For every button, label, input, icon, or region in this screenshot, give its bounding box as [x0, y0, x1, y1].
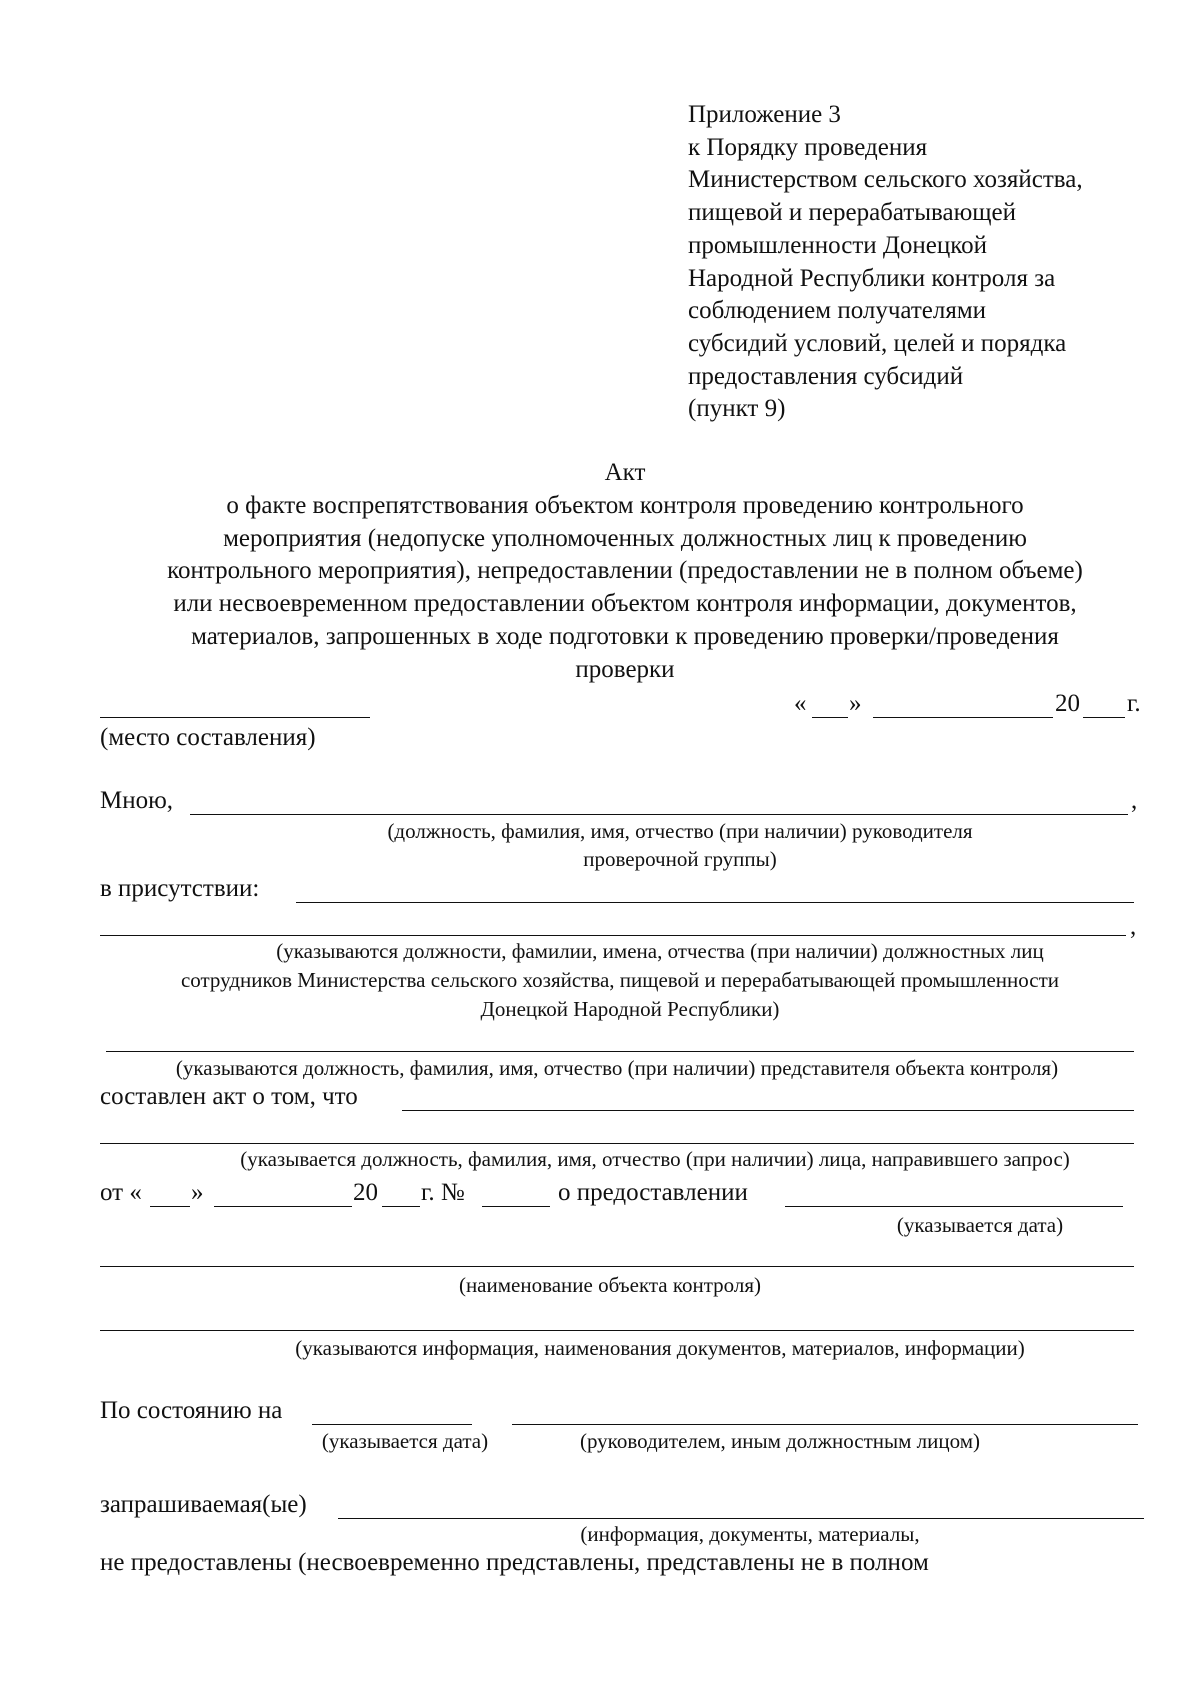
head-field[interactable]: [512, 1424, 1138, 1425]
representative-caption: (указываются должность, фамилия, имя, отчество (при наличии) представителя объекта контроля): [175, 1056, 1059, 1080]
appendix-line: соблюдением получателями: [688, 297, 987, 325]
from-year: 20: [353, 1179, 378, 1206]
appendix-line: предоставления субсидий: [688, 362, 964, 390]
act-drawn-label: составлен акт о том, что: [100, 1083, 358, 1110]
by-me-caption: проверочной группы): [583, 847, 777, 871]
representative-field[interactable]: [106, 1051, 1134, 1052]
from-number-field[interactable]: [482, 1206, 550, 1207]
appendix-line: Приложение 3: [688, 101, 841, 128]
from-close-quote: »: [191, 1179, 204, 1206]
by-me-comma: ,: [1131, 787, 1138, 814]
document-title: Акт: [604, 459, 646, 486]
presence-comma: ,: [1130, 913, 1137, 940]
date-open-quote: «: [794, 690, 807, 717]
appendix-line: промышленности Донецкой: [688, 231, 988, 259]
requested-label: запрашиваемая(ые): [100, 1491, 307, 1518]
object-name-caption: (наименование объекта контроля): [458, 1273, 762, 1297]
date-day-field[interactable]: [812, 717, 848, 718]
provision-field[interactable]: [785, 1206, 1123, 1207]
as-of-date-caption: (указывается дата): [321, 1429, 489, 1453]
from-year-field[interactable]: [382, 1206, 420, 1207]
subtitle-line: проверки: [575, 655, 675, 683]
object-name-field[interactable]: [100, 1266, 1134, 1267]
date-year-prefix: 20: [1055, 690, 1080, 717]
requester-caption: (указывается должность, фамилия, имя, отчество (при наличии) лица, направившего запрос): [240, 1147, 1070, 1171]
act-drawn-field-2[interactable]: [100, 1143, 1134, 1144]
date-close-quote: »: [849, 690, 862, 717]
appendix-line: пищевой и перерабатывающей: [688, 199, 1017, 227]
appendix-line: (пункт 9): [688, 395, 786, 423]
act-drawn-field[interactable]: [402, 1110, 1134, 1111]
date-year-suffix: г.: [1127, 690, 1141, 717]
requested-caption: (информация, документы, материалы,: [580, 1522, 920, 1546]
as-of-label: По состоянию на: [100, 1397, 283, 1424]
appendix-block: [688, 99, 1168, 426]
presence-field-2[interactable]: [100, 935, 1126, 936]
by-me-label: Мною,: [100, 787, 174, 814]
date-year-field[interactable]: [1083, 717, 1125, 718]
from-month-field[interactable]: [214, 1206, 352, 1207]
from-year-suffix: г. №: [421, 1179, 465, 1206]
from-label: от «: [100, 1179, 142, 1206]
appendix-line: Народной Республики контроля за: [688, 264, 1056, 292]
place-caption: (место составления): [100, 724, 316, 751]
info-caption: (указываются информация, наименования документов, материалов, информации): [295, 1336, 1025, 1360]
from-day-field[interactable]: [150, 1206, 190, 1207]
requested-field[interactable]: [338, 1518, 1144, 1519]
appendix-line: Министерством сельского хозяйства,: [688, 166, 1083, 194]
not-provided-text: не предоставлены (несвоевременно представлены, представлены не в полном: [100, 1549, 929, 1576]
document-subtitle: [100, 490, 1150, 686]
place-field[interactable]: [100, 717, 370, 718]
subtitle-line: или несвоевременном предоставлении объектом контроля информации, документов,: [173, 590, 1077, 618]
appendix-line: к Порядку проведения: [688, 133, 928, 161]
about-provision: о предоставлении: [558, 1179, 748, 1206]
subtitle-line: материалов, запрошенных в ходе подготовки к проведению проверки/проведения: [191, 622, 1059, 650]
subtitle-line: о факте воспрепятствования объектом контроля проведению контрольного: [226, 492, 1024, 519]
by-me-field[interactable]: [190, 814, 1128, 815]
date-month-field[interactable]: [873, 717, 1053, 718]
by-me-caption: (должность, фамилия, имя, отчество (при наличии) руководителя: [387, 819, 973, 843]
presence-field[interactable]: [296, 902, 1134, 903]
officials-caption: сотрудников Министерства сельского хозяйства, пищевой и перерабатывающей промышленности: [180, 968, 1060, 992]
as-of-date-field[interactable]: [312, 1424, 472, 1425]
officials-caption: (указываются должности, фамилии, имена, отчества (при наличии) должностных лиц: [276, 939, 1044, 963]
presence-label: в присутствии:: [100, 875, 260, 902]
officials-caption: Донецкой Народной Республики): [480, 997, 780, 1021]
head-caption: (руководителем, иным должностным лицом): [579, 1429, 981, 1453]
subtitle-line: контрольного мероприятия), непредоставлении (предоставлении не в полном объеме): [167, 557, 1083, 585]
date-caption: (указывается дата): [896, 1213, 1064, 1237]
info-field[interactable]: [100, 1330, 1134, 1331]
appendix-line: субсидий условий, целей и порядка: [688, 329, 1067, 357]
subtitle-line: мероприятия (недопуске уполномоченных должностных лиц к проведению: [223, 524, 1027, 552]
